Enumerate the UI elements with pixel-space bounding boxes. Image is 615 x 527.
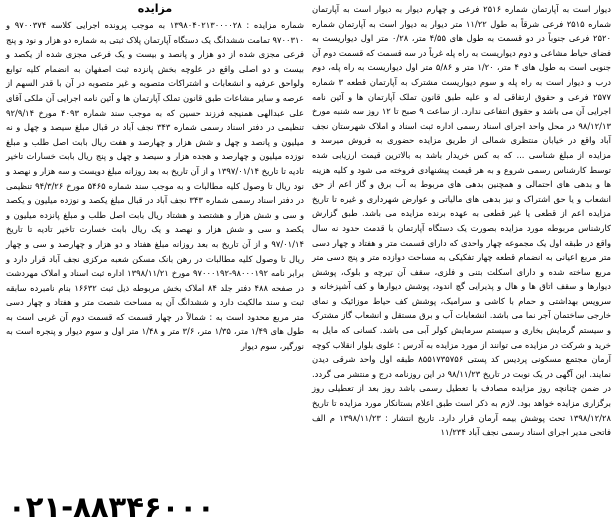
notice-heading: مزایده	[137, 2, 173, 15]
notice-column-left	[0, 0, 307, 527]
phone-number: ۰۲۱-۸۸۳۴۶۰۰۰	[8, 490, 215, 524]
notice-body-right: دیوار است به آپارتمان شماره ۲۵۱۶ فرعی و چهارم دیوار به دیوار است به آپارتمان شماره ۲۵۱۵ فرعی شرقاً به طول ۱۱/۲۲ متر دیوار به دیوار است به آپارتمان شماره ۲۵۲۰ فرعی جنوباً در دو قسمت به طول های ۴/۵۵ متر، ۰/۲۸ متر اول دیواریست به فضای حیاط مشاعی و دوم دیواریست به راه پله غرباً در سه قسمت که قسمت دوم آن جنوبی است به طول های ۴ متر، ۱/۲۰ متر و ۵/۸۶ متر اول دیواریست به راه پله، دوم درب و دیوار است به راه پله و سوم دیواریست مشترک به آپارتمان قطعه ۳ شماره ۲۵۷۷ فرعی و حقوق ارتفاقی له و علیه طبق قانون تملک آپارتمان ها و آئین نامه اجرایی آن می باشد و حقوق انتفاعی ندارد. از ساعت ۹ صبح تا ۱۲ روز سه شنبه مورخ ۹۸/۱۲/۱۳ در محل واحد اجرای اسناد رسمی اداره ثبت اسناد و املاک شهرستان نجف آباد واقع در خیابان منتظری شمالی از طریق مزایده حضوری به فروش میرسد و مزایده از مبلغ شناسی ... که به کس خریدار باشد به بالاترین قیمت ارزیابی شده توسط کارشناس رسمی شروع و به هر قیمت پیشنهادی فروخته می شود و کلیه هزینه ها و بدهی های احتمالی و همچنین بدهی های مربوط به آب برق و گاز اعم از حق انشعاب و یا حق اشتراک و نیز بدهی های مالیاتی و عوارض شهرداری و غیره تا تاریخ مزایده اعم از قطعی یا غیر قطعی به عهده برنده مزایده می باشد. طبق گزارش کارشناس مربوطه مورد مزایده بصورت یک دستگاه آپارتمان با قدمت حدود نه سال واقع در طبقه اول یک مجموعه چهار واحدی که دارای قسمت متر و هفتاد و چهار دسی متر مربع اعیانی به انضمام قطعه چهار تفکیکی به مساحت دوازده متر و پنج دسی متر مربع ساخته شده و دارای اسکلت بتنی و فلزی، سقف آن تیرچه و بلوک، پوشش دیوارها و سقف اتاق ها و هال و پذیرایی گچ اندود، پوشش دیوارها و کف آشپزخانه و سرویس بهداشتی و حمام با کاشی و سرامیک، پوشش کف حیاط موزائیک و نمای خارجی ساختمان آجر نما می باشد. انشعابات آب و برق مستقل و انشعاب گاز مشترک و سیستم گرمایش بخاری و سیستم سرمایش کولر آبی می باشد. کسانی که مایل به خرید و شرکت در مزایده می توانند از مورد مزایده به آدرس : علوی بلوار انقلاب کوچه آرمان مجتمع مسکونی پردیس کد پستی ۸۵۵۱۷۳۵۷۵۶ طبقه اول واحد شرقی دیدن نمایند. این آگهی در یک نوبت در تاریخ ۹۸/۱۱/۲۳ در این روزنامه درج و منتشر می گردد. در ضمن چنانچه روز مزایده مصادف با تعطیل رسمی باشد روز بعد از تعطیلی روز برگزاری مزایده خواهد بود. لازم به ذکر است طبق اعلام بستانکار مورد مزایده تا تاریخ ۱۳۹۸/۱۲/۲۸ تحت پوشش بیمه آرمان قرار دارد. تاریخ انتشار : ۱۳۹۸/۱۱/۲۳ م الف فاتحی مدیر اجرای اسناد رسمی نجف آباد ۱۱/۲۳۴	[312, 4, 611, 438]
notice-body-left: شماره مزایده : ۱۳۹۸۰۴۰۲۱۳۰۰۰۰۲۸ به موجب پرونده اجرایی کلاسه ۹۷۰۰۳۷۴ و ۹۷۰۰۳۱۰ تمامت ششدانگ یک دستگاه آپارتمان پلاک ثبتی به شماره دو هزار و نود و پنج فرعی مجزی شده از دو هزار و پانصد و بیست و یک فرعی مجزی شده از یکصد و بیست و دو اصلی واقع در علوچه بخش پانزده ثبت اصفهان به انضمام کلیه توابع ولواحق عرفیه و انشعابات و اشتراکات متصوبه و غیر متصوبه در آن با قدر السهم از عرصه و سایر مشاعات طبق قانون تملک آپارتمان ها و آئین نامه اجرایی آن ملکی آقای علی عبدالهی همنیجه فرزند حسین که به موجب سند شماره ۴۰۹۳ مورخ ۹۲/۹/۱۴ تنظیمی در دفتر اسناد رسمی شماره ۳۴۳ نجف آباد در قبال مبلغ سیصد و چهل و نه میلیون و پانصد و چهل و شش هزار و چهارصد و هفت ریال بابت اصل طلب و مبلغ نوزده میلیون و چهارصد و هجده هزار و سیصد و چهل و پنج ریال بابت خسارات تاخیر تادیه تا تاریخ ۱۳۹۷/۰۱/۱۴ و از آن تاریخ به بعد روزانه مبلغ دویست و سه هزار و نهصد و نود ریال تا وصول کلیه مطالبات و به موجب سند شماره ۵۴۶۵ مورخ ۹۴/۳/۲۶ تنظیمی در دفتر اسناد رسمی شماره ۳۴۳ نجف آباد در قبال مبلغ یکصد و نوزده میلیون و یکصد و سی و شش هزار و هشتصد و هشتاد ریال بابت اصل طلب و مبلغ پانزده میلیون و یکصد و سی و شش هزار و نهصد و یک ریال بابت خسارت تاخیر تادیه تا تاریخ ۹۷/۰۱/۱۴ و از آن تاریخ به بعد روزانه مبلغ هفتاد و دو هزار و چهارصد و سی و چهار ریال تا وصول کلیه مطالبات در رهن بانک مسکن شعبه مرکزی نجف آباد قرار دارد و برابر نامه ۹۸۰۰۰۱۹۲-۹۷۰۰۰۱۹۲ مورخ ۱۳۹۸/۱۱/۲۱ اداره ثبت اسناد و املاک مهردشت در صفحه ۴۸۸ دفتر جلد ۸۴ املاک بخش مربوطه ذیل ثبت ۱۶۶۳۲ بنام نامبرده سابقه ثبت و سند مالکیت دارد و ششدانگ آن به مساحت شصت متر و هفتاد و چهار دسی متر مربع محدود است به : شمالاً در چهار قسمت که قسمت دوم آن غربی است به طول های ۱/۴۹ متر، ۱/۳۵ متر، ۳/۶ متر و ۱/۴۸ متر اول و سوم دیوار و پنجره است به نورگیر، سوم دیوار	[6, 20, 305, 352]
notice-column-right	[310, 0, 615, 527]
